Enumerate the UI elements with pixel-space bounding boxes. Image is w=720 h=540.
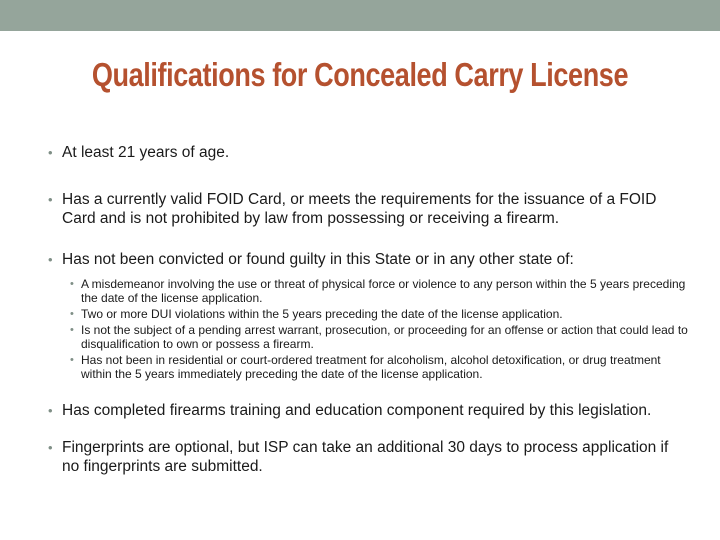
- sub-bullet-dui: • Two or more DUI violations within the 5 years preceding the date of the license application.: [70, 307, 688, 321]
- sub-bullet-treatment: • Has not been in residential or court-ordered treatment for alcoholism, alcohol detoxification, or drug treatment within the 5 years immediately preceding the date of the license application.: [70, 353, 688, 381]
- top-accent-bar: [0, 0, 720, 31]
- bullet-foid-card: • Has a currently valid FOID Card, or meets the requirements for the issuance of a FOID Card and is not prohibited by law from possessing or receiving a firearm.: [48, 190, 688, 228]
- sub-bullet-list: [48, 277, 688, 381]
- slide-content: [48, 136, 688, 476]
- bullet-fingerprints: • Fingerprints are optional, but ISP can take an additional 30 days to process application if no fingerprints are submitted.: [48, 438, 688, 476]
- bullet-age: • At least 21 years of age.: [48, 143, 688, 162]
- bullet-not-convicted: • Has not been convicted or found guilty in this State or in any other state of:: [48, 250, 688, 269]
- sub-bullet-arrest-warrant: • Is not the subject of a pending arrest warrant, prosecution, or proceeding for an offense or action that could lead to disqualification to own or possess a firearm.: [70, 323, 688, 351]
- bullet-training: • Has completed firearms training and education component required by this legislation.: [48, 401, 688, 420]
- slide-title: Qualifications for Concealed Carry License: [91, 56, 629, 93]
- sub-bullet-misdemeanor: • A misdemeanor involving the use or threat of physical force or violence to any person within the 5 years preceding the date of the license application.: [70, 277, 688, 305]
